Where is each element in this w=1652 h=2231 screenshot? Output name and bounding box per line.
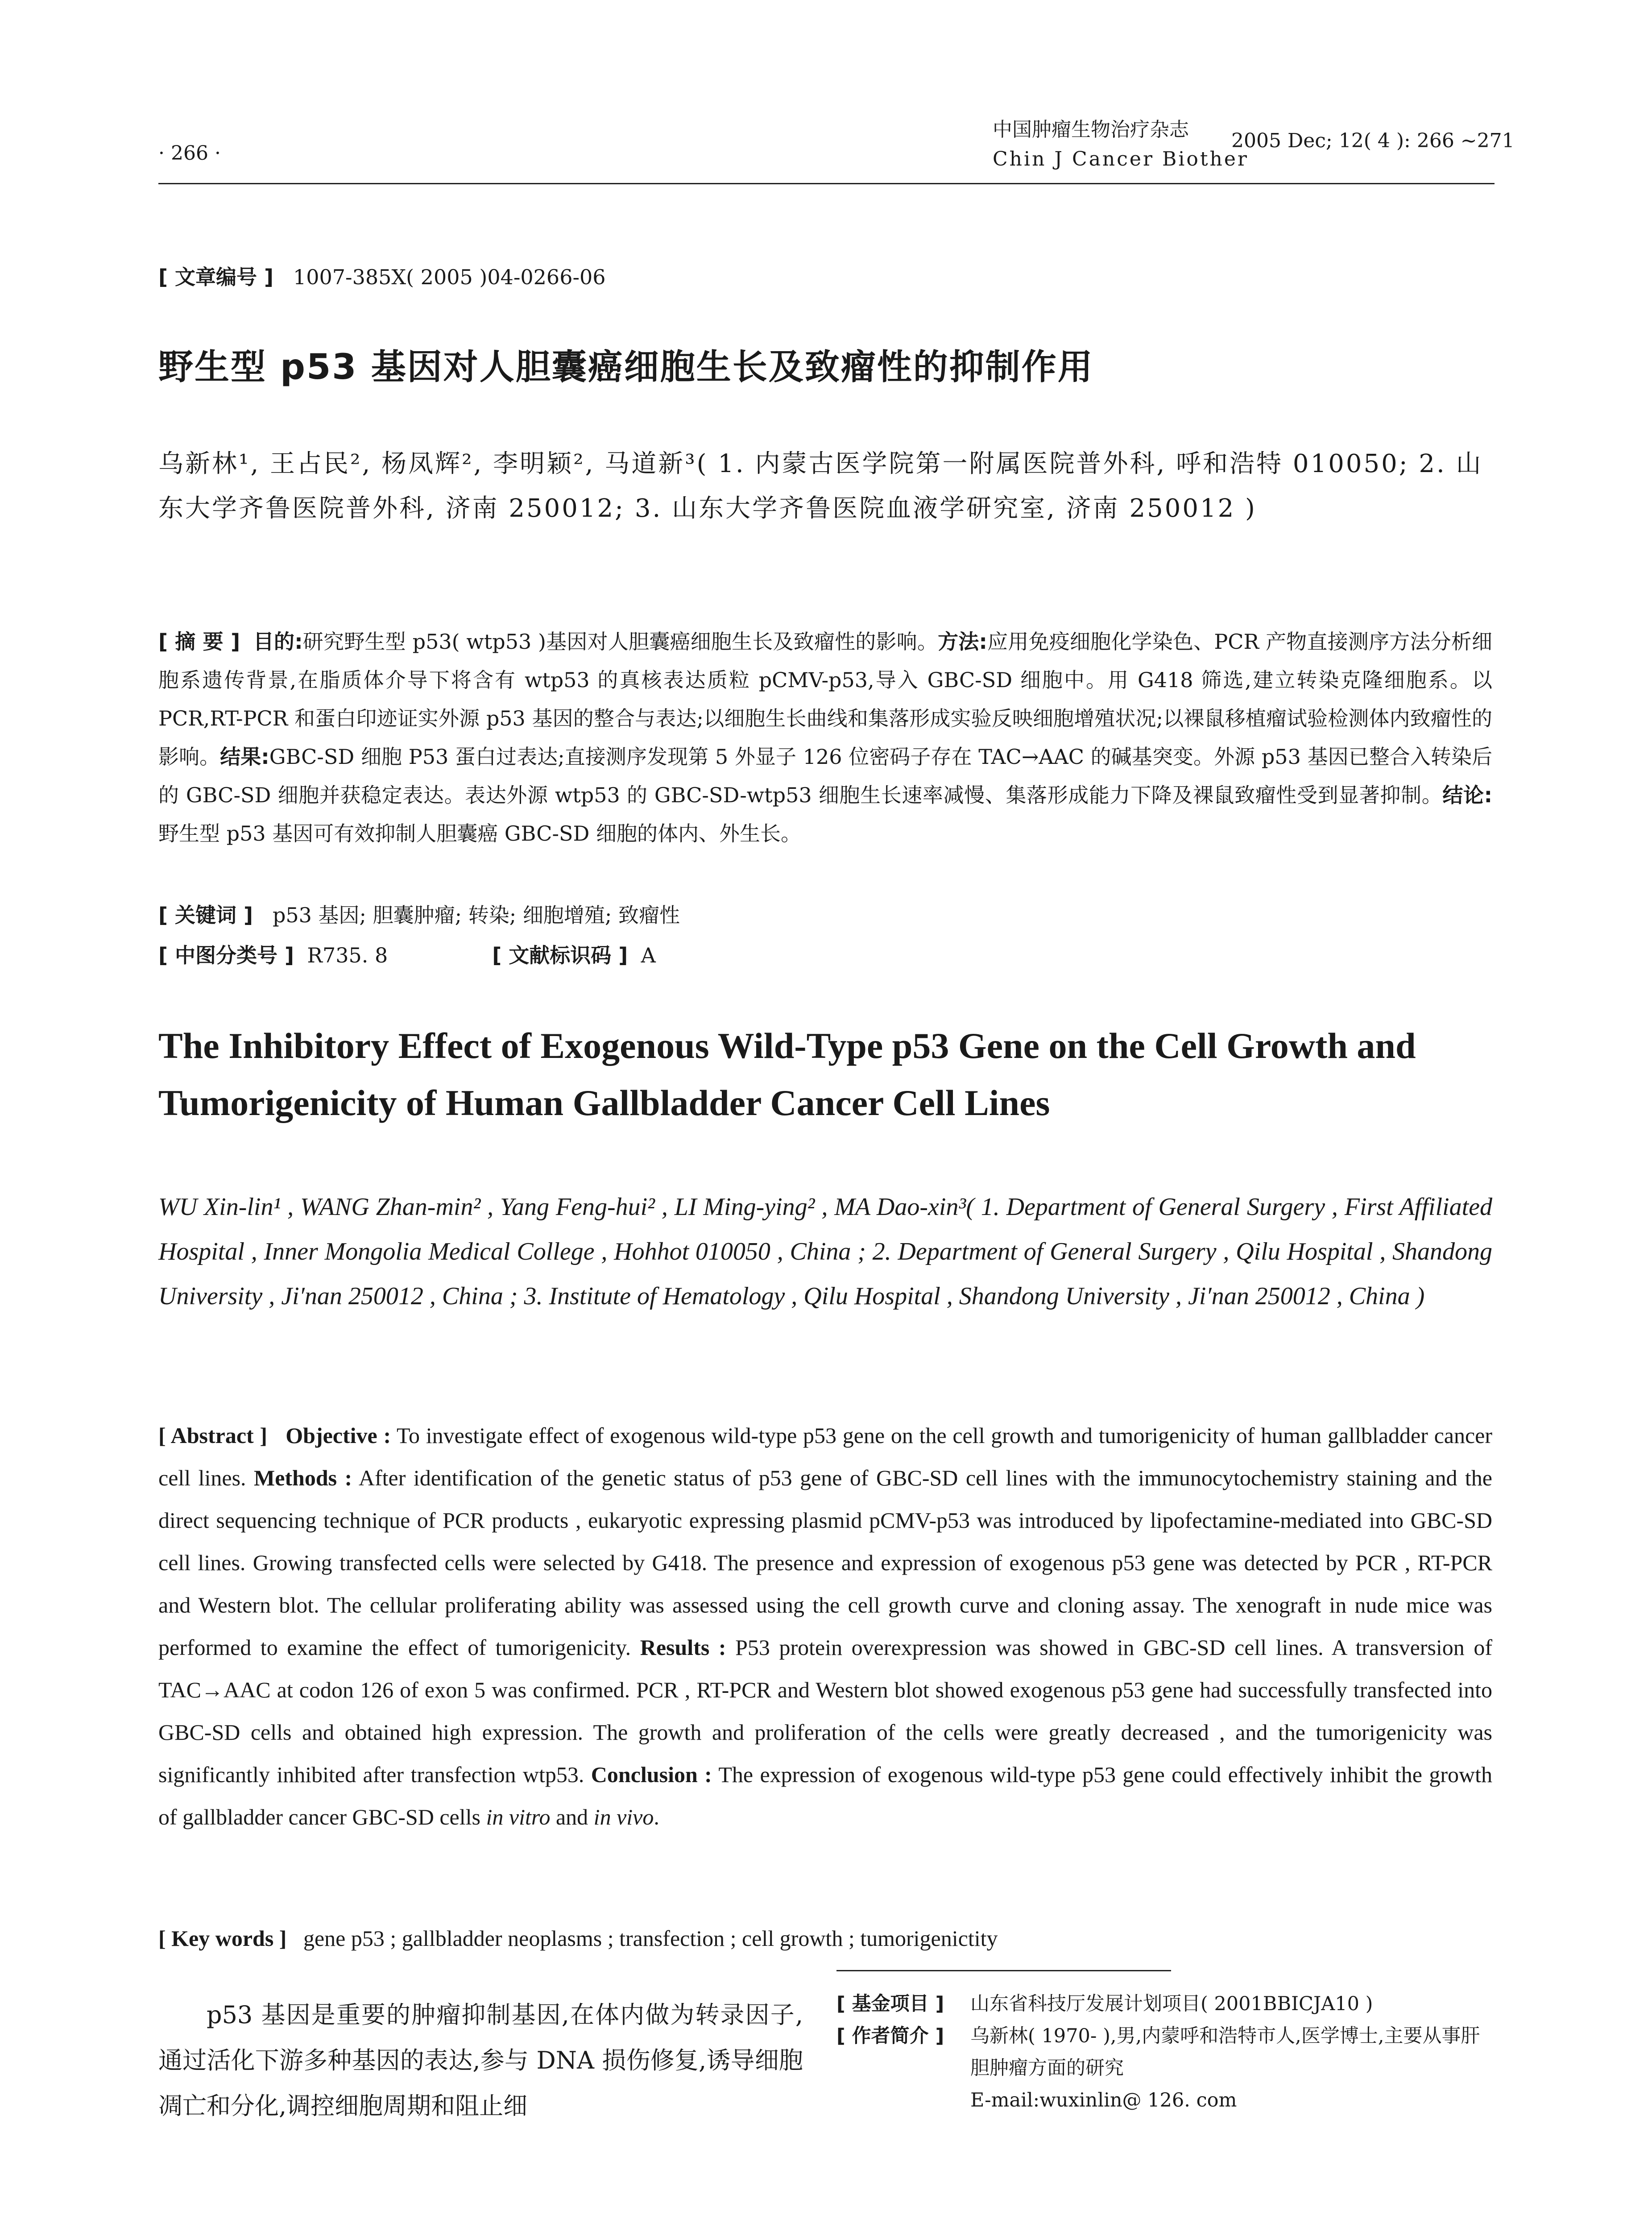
- keywords-en: [158, 1925, 998, 1951]
- journal-name-cn: 中国肿瘤生物治疗杂志: [993, 118, 1189, 141]
- article-number-value: 1007-385X( 2005 )04-0266-06: [293, 265, 606, 289]
- abstract-cn-objective-label: 目的:: [253, 630, 303, 654]
- abstract-en-conclusion-label: Conclusion :: [591, 1762, 712, 1787]
- abstract-cn-methods: 应用免疫细胞化学染色、PCR 产物直接测序方法分析细胞系遗传背景,在脂质体介导下将含有 wtp53 的真核表达质粒 pCMV-p53,导入 GBC-SD 细胞中。用 G418 筛选,建立转染克隆细胞系。以 PCR,RT-PCR 和蛋白印迹证实外源 p53 基因的整合与表达;以细胞生长曲线和集落形成实验反映细胞增殖状况;以裸鼠移植瘤试验检测体内致瘤性的影响。: [158, 630, 1493, 769]
- abstract-en-methods-label: Methods :: [254, 1465, 352, 1490]
- keywords-cn-value: p53 基因; 胆囊肿瘤; 转染; 细胞增殖; 致瘤性: [272, 903, 680, 927]
- article-number-label: [ 文章编号 ]: [158, 265, 274, 289]
- author-bio-value: 乌新林( 1970- ),男,内蒙呼和浩特市人,医学博士,主要从事肝胆肿瘤方面的研究: [970, 2025, 1480, 2079]
- abstract-en-objective: To investigate effect of exogenous wild-type p53 gene on the cell growth and tumorigenicity of human gallbladder cancer cell lines.: [158, 1423, 1493, 1490]
- clc-value: R735. 8: [307, 943, 388, 967]
- doc-code-label: [ 文献标识码 ]: [492, 943, 628, 967]
- abstract-en-label: [ Abstract ]: [158, 1423, 268, 1448]
- abstract-cn-conclusion-label: 结论:: [1442, 783, 1492, 807]
- authors-cn: 乌新林¹, 王占民², 杨凤辉², 李明颖², 马道新³( 1. 内蒙古医学院第一附属医院普外科, 呼和浩特 010050; 2. 山东大学齐鲁医院普外科, 济南 250012; 3. 山东大学齐鲁医院血液学研究室, 济南 250012 ): [158, 449, 1483, 523]
- abstract-cn-results: GBC-SD 细胞 P53 蛋白过表达;直接测序发现第 5 外显子 126 位密码子存在 TAC→AAC 的碱基突变。外源 p53 基因已整合入转染后的 GBC-SD 细胞并获稳定表达。表达外源 wtp53 的 GBC-SD-wtp53 细胞生长速率减慢、集落形成能力下降及裸鼠致瘤性受到显著抑制。: [158, 745, 1493, 807]
- author-bio-label: [ 作者简介 ]: [836, 2025, 944, 2047]
- abstract-en-conclusion: The expression of exogenous wild-type p53 gene could effectively inhibit the growth of gallbladder cancer GBC-SD cells: [158, 1762, 1492, 1829]
- keywords-cn: [158, 899, 680, 929]
- abstract-cn-label: [ 摘 要 ]: [158, 630, 240, 654]
- abstract-en-in-vivo: in vivo: [593, 1804, 654, 1829]
- journal-name-en: Chin J Cancer Biother: [993, 148, 1249, 170]
- abstract-en: [158, 1414, 1492, 1838]
- abstract-en-period: .: [654, 1804, 659, 1829]
- abstract-en-methods: After identification of the genetic status of p53 gene of GBC-SD cell lines with the immunocytochemistry staining and the direct sequencing technique of PCR products , eukaryotic expressing plasmid pCMV-p53 was introduced by lipofectamine-mediated into GBC-SD cell lines. Growing transfected cells were selected by G418. The presence and expression of exogenous p53 gene was detected by PCR , RT-PCR and Western blot. The cellular proliferating ability was assessed using the cell growth curve and cloning assay. The xenograft in nude mice was performed to examine the effect of tumorigenicity.: [158, 1465, 1492, 1660]
- footnote-author: [836, 2020, 1497, 2116]
- abstract-cn-results-label: 结果:: [220, 745, 269, 769]
- journal-name: [993, 115, 1249, 174]
- fund-value: 山东省科技厅发展计划项目( 2001BBICJA10 ): [970, 1993, 1373, 2015]
- title-cn: 野生型 p53 基因对人胆囊癌细胞生长及致瘤性的抑制作用: [158, 347, 1094, 387]
- body-text-column-left: [158, 1992, 803, 2129]
- abstract-en-objective-label: Objective :: [286, 1423, 391, 1448]
- keywords-en-label: [ Key words ]: [158, 1926, 287, 1951]
- footnote-fund: [836, 1988, 1497, 2020]
- keywords-cn-label: [ 关键词 ]: [158, 903, 253, 927]
- abstract-en-and: and: [550, 1804, 594, 1829]
- article-number: [158, 261, 606, 290]
- clc-label: [ 中图分类号 ]: [158, 943, 294, 967]
- authors-en: WU Xin-lin¹ , WANG Zhan-min² , Yang Feng-hui² , LI Ming-ying² , MA Dao-xin³( 1. Department of General Surgery , First Affiliated Hospital , Inner Mongolia Medical College , Hohhot 010050 , China ; 2. Department of General Surgery , Qilu Hospital , Shandong University , Ji′nan 250012 , China ; 3. Institute of Hematology , Qilu Hospital , Shandong University , Ji′nan 250012 , China ): [158, 1193, 1492, 1310]
- classification: [158, 939, 656, 969]
- keywords-en-value: gene p53 ; gallbladder neoplasms ; transfection ; cell growth ; tumorigenictity: [303, 1926, 998, 1951]
- abstract-cn: [158, 622, 1492, 853]
- abstract-en-results: P53 protein overexpression was showed in GBC-SD cell lines. A transversion of TAC→AAC at codon 126 of exon 5 was confirmed. PCR , RT-PCR and Western blot showed exogenous p53 gene had successfully transfected into GBC-SD cells and obtained high expression. The growth and proliferation of the cells were greatly decreased , and the tumorigenicity was significantly inhibited after transfection wtp53.: [158, 1635, 1493, 1787]
- footnotes: [836, 1988, 1497, 2116]
- issue-info: 2005 Dec; 12( 4 ): 266 ~271: [1231, 129, 1515, 152]
- abstract-en-in-vitro: in vitro: [486, 1804, 551, 1829]
- header-rule: [158, 183, 1495, 184]
- author-email: E-mail:wuxinlin@ 126. com: [970, 2089, 1237, 2111]
- page-number: · 266 ·: [158, 142, 221, 165]
- doc-code-value: A: [641, 943, 656, 967]
- fund-label: [ 基金项目 ]: [836, 1993, 944, 2015]
- abstract-cn-objective: 研究野生型 p53( wtp53 )基因对人胆囊癌细胞生长及致瘤性的影响。: [302, 630, 938, 654]
- title-en: The Inhibitory Effect of Exogenous Wild-Type p53 Gene on the Cell Growth and Tumorigenicity of Human Gallbladder Cancer Cell Lines: [158, 1025, 1416, 1123]
- body-paragraph: p53 基因是重要的肿瘤抑制基因,在体内做为转录因子,通过活化下游多种基因的表达,参与 DNA 损伤修复,诱导细胞凋亡和分化,调控细胞周期和阻止细: [158, 2001, 803, 2120]
- footnote-rule: [836, 1970, 1171, 1971]
- abstract-cn-conclusion: 野生型 p53 基因可有效抑制人胆囊癌 GBC-SD 细胞的体内、外生长。: [158, 821, 802, 846]
- abstract-en-results-label: Results :: [640, 1635, 726, 1660]
- abstract-cn-methods-label: 方法:: [938, 630, 987, 654]
